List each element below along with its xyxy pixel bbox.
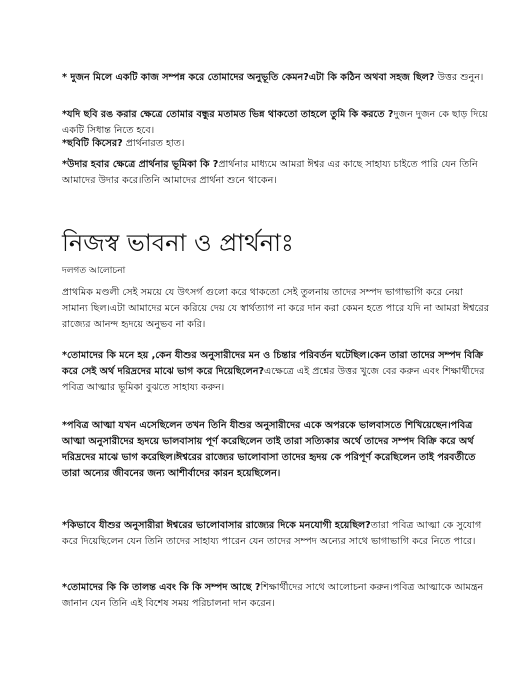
question-block-2: [62, 107, 490, 139]
answer-text: দুজন দুজন কে ছাড় দিয়ে একটি সিধান্ত নিতে হবে।: [62, 109, 488, 136]
answer-text: প্রার্থনারত হাত।: [122, 138, 185, 149]
question-block-1: [62, 70, 490, 86]
question-block-3: [62, 136, 490, 152]
question-block-7: [62, 518, 490, 550]
question-text: *কিভাবে যীশুর অনুসারীরা ঈশ্বরের ভালোবাসার রাজ্যের দিকে মনযোগী হয়েছিল?: [62, 520, 371, 531]
question-text: * দুজন মিলে একটি কাজ সম্পন্ন করে তোমাদের অনুভূতি কেমন?এটা কি কঠিন অথবা সহজ ছিল?: [62, 72, 435, 83]
question-text: *উদার হবার ক্ষেত্রে প্রার্থনার ভূমিকা কি ?: [62, 159, 219, 170]
answer-text: এক্ষেত্রে এই প্রশ্নের উত্তর খুজে বের করুন এবং শিক্ষার্থীদের পবিত্র আত্মার ভূমিকা বুঝতে সাহায্য করুন।: [62, 366, 485, 393]
answer-text: প্রার্থনার মাধ্যমে আমরা ঈশ্বর এর কাছে সাহায্য চাইতে পারি যেন তিনি আমাদের উদার করে।তিনি আমাদের প্রার্থনা শুনে থাকেন।: [62, 159, 478, 186]
intro-paragraph: প্রাথমিক মণ্ডলী সেই সময়ে যে উৎসর্গ গুলো করে থাকতো সেই তুলনায় তাদের সম্পদ ভাগাভাগি করে নেয়া সামান্য ছিল।এটা আমাদের মনে করিয়ে দেয় যে স্বার্থত্যাগ না করে দান করা কেমন হতে পারে যদি না আমরা ঈশ্বরের রাজ্যের আনন্দ হৃদয়ে অনুভব না করি।: [62, 287, 489, 330]
answer-text: শিক্ষার্থীদের সাথে আলোচনা করুন।পবিত্র আত্মাকে আমন্ত্রন জানান যেন তিনি এই বিশেষ সময় পরিচালনা দান করেন।: [62, 582, 484, 609]
section-heading: নিজস্ব ভাবনা ও প্রার্থনাঃ: [62, 229, 294, 257]
question-block-8: [62, 580, 490, 612]
question-text: *ছবিটি কিসের?: [62, 138, 123, 149]
question-text: *যদি ছবি রঙ করার ক্ষেত্রে তোমার বন্ধুর মতামত ভিন্ন থাকতো তাহলে তুমি কি করতে ?: [62, 109, 394, 120]
question-block-5: [62, 348, 490, 396]
subheading: দলগত আলোচনা: [62, 266, 126, 276]
answer-text: তারা পবিত্র আত্মা কে সুযোগ করে দিয়েছিলেন যেন তিনি তাদের সাহায্য পারেন যেন তাদের সম্পদ অন্যের সাথে ভাগাভাগি করে নিতে পারে।: [62, 520, 482, 547]
question-block-4: [62, 157, 490, 189]
question-text: *পবিত্র আত্মা যখন এসেছিলেন তখন তিনি যীশুর অনুসারীদের একে অপরকে ভালবাসতে শিখিয়েছেন।পবিত্র আত্মা অনুসারীদের হৃদয়ে ভালবাসায় পূর্ণ করেছিলেন তাই তারা সত্যিকার অর্থে তাদের সম্পদ বিক্রি করে অর্থ দরিদ্রদের মাঝে ভাগ করেছিল।ঈশ্বরের রাজ্যের ভালোবাসা তাদের হৃদয় কে পরিপূর্ণ করেছিলেন তাই পরবর্তীতে তারা অন্যের জীবনের জন্য আশীর্বাদের কারন হয়েছিলেন।: [62, 420, 476, 479]
question-text: *তোমাদের কি কি তালন্ত এবং কি কি সম্পদ আছে ?: [62, 582, 261, 593]
question-block-6: [62, 418, 490, 482]
answer-text: উত্তর শুনুন।: [434, 72, 484, 83]
question-text: *তোমাদের কি মনে হয় ,কেন যীশুর অনুসারীদের মন ও চিন্তার পরিবর্তন ঘটেছিল।কেন তারা তাদের সম্পদ বিক্রি করে সেই অর্থ দরিদ্রদের মাঝে ভাগ করে দিয়েছিলেন?: [62, 350, 483, 377]
